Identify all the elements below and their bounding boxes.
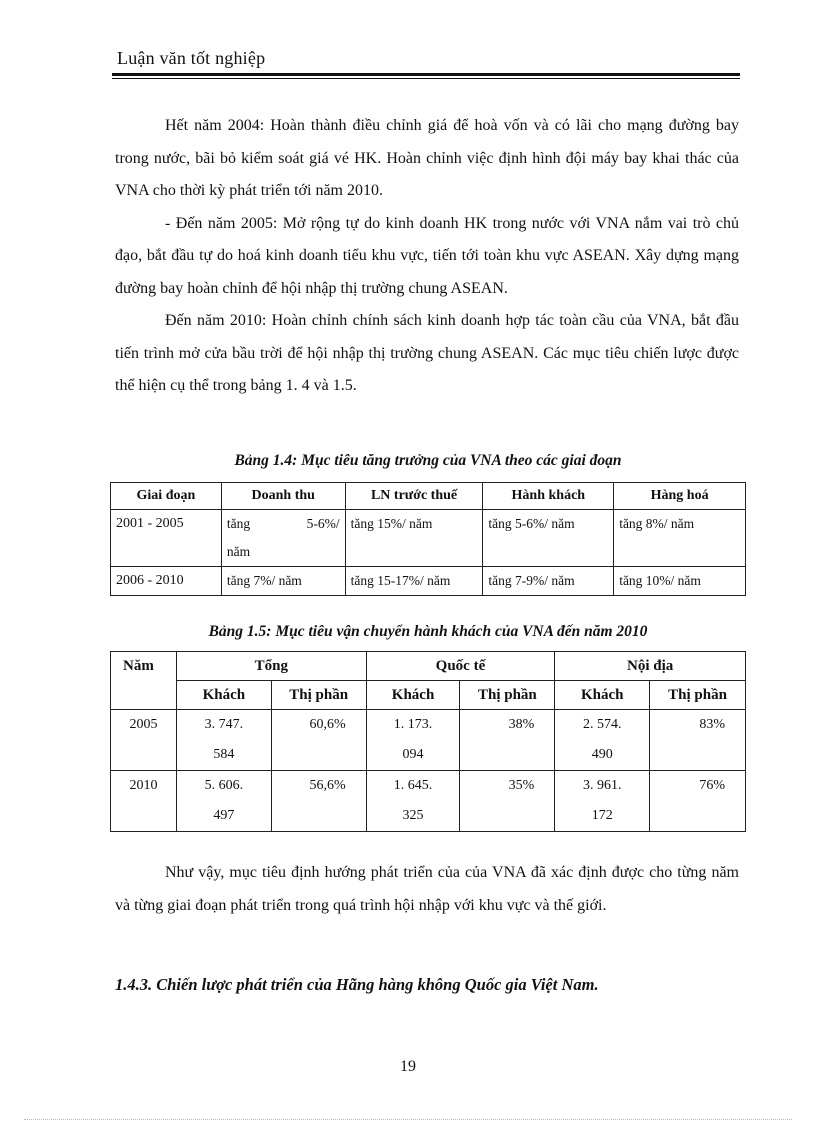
page-header-title: Luận văn tốt nghiệp: [117, 48, 266, 68]
table-subheader-row: [111, 681, 746, 710]
table-row: [111, 510, 746, 567]
paragraph: - Đến năm 2005: Mở rộng tự do kinh doanh HK trong nước với VNA nắm vai trò chủ đạo, bắt đầu tự do hoá kinh doanh tiểu khu vực, tiến tới toàn khu vực ASEAN. Xây dựng mạng đường bay hoàn chỉnh để hội nhập thị trường chung ASEAN.: [115, 214, 739, 297]
table-header-cell: Khách: [176, 681, 271, 710]
cell-text: 094: [402, 747, 424, 762]
table-cell: 60,6%: [271, 710, 366, 771]
table-cell: 2005: [111, 710, 177, 771]
table-cell: tăng 7-9%/ năm: [483, 567, 614, 596]
table-row: [111, 567, 746, 596]
table-header-cell: Nội địa: [555, 652, 746, 681]
table-cell: 76%: [650, 771, 746, 832]
table-cell: 2010: [111, 771, 177, 832]
cell-text: 5. 606.: [204, 778, 244, 793]
cell-text: 172: [591, 808, 613, 823]
table-cell: tăng 15%/ năm: [345, 510, 483, 567]
paragraph: Hết năm 2004: Hoàn thành điều chỉnh giá để hoà vốn và có lãi cho mạng đường bay trong nước, bãi bỏ kiểm soát giá vé HK. Hoàn chỉnh việc định hình đội máy bay khai thác của VNA cho thời kỳ phát triển tới năm 2010.: [115, 117, 739, 199]
table-cell: [555, 771, 650, 832]
paragraph: Đến năm 2010: Hoàn chỉnh chính sách kinh doanh hợp tác toàn cầu của VNA, bắt đầu tiến trình mở cửa bầu trời để hội nhập thị trường chung ASEAN. Các mục tiêu chiến lược được thể hiện cụ thể trong bảng 1. 4 và 1.5.: [115, 312, 739, 394]
table-header-cell: Quốc tế: [366, 652, 555, 681]
footer-dotted-line: [24, 1119, 792, 1120]
header-rule-thin: [112, 78, 740, 79]
table-cell: [221, 510, 345, 567]
table-1-4-caption: Bảng 1.4: Mục tiêu tăng trưởng của VNA theo các giai đoạn: [234, 452, 622, 469]
cell-text: 5-6%/: [306, 516, 340, 531]
page-number: 19: [400, 1058, 416, 1075]
cell-text: 1. 645.: [393, 778, 433, 793]
table-header-cell: Thị phần: [460, 681, 555, 710]
table-header-row: [111, 483, 746, 510]
table-cell: tăng 8%/ năm: [614, 510, 746, 567]
table-row: [111, 771, 746, 832]
table-cell: 56,6%: [271, 771, 366, 832]
cell-text: 3. 961.: [582, 778, 622, 793]
table-cell: 38%: [460, 710, 555, 771]
table-cell: [176, 771, 271, 832]
cell-text: 2. 574.: [582, 717, 622, 732]
table-header-cell: LN trước thuế: [345, 483, 483, 510]
table-header-cell: Năm: [111, 652, 177, 710]
table-header-cell: Thị phần: [650, 681, 746, 710]
table-cell: [366, 771, 460, 832]
table-1-5-caption: Bảng 1.5: Mục tiêu vận chuyển hành khách của VNA đến năm 2010: [208, 623, 648, 640]
table-cell: [366, 710, 460, 771]
cell-text: tăng: [226, 516, 251, 531]
table-cell: tăng 5-6%/ năm: [483, 510, 614, 567]
table-row: [111, 710, 746, 771]
paragraph: Như vậy, mục tiêu định hướng phát triển của của VNA đã xác định được cho từng năm và từng giai đoạn phát triển trong quá trình hội nhập với khu vực và thế giới.: [115, 864, 739, 914]
cell-text: năm: [226, 544, 251, 559]
body-text-bottom: [115, 857, 739, 922]
table-cell: 2006 - 2010: [111, 567, 222, 596]
table-1-4: [110, 482, 746, 596]
table-cell: tăng 15-17%/ năm: [345, 567, 483, 596]
table-cell: [176, 710, 271, 771]
table-header-cell: Khách: [366, 681, 460, 710]
table-cell: tăng 10%/ năm: [614, 567, 746, 596]
cell-text: 490: [591, 747, 613, 762]
cell-text: 584: [213, 747, 235, 762]
table-header-cell: Giai đoạn: [111, 483, 222, 510]
cell-text: 497: [213, 808, 235, 823]
table-cell: tăng 7%/ năm: [221, 567, 345, 596]
table-header-cell: Khách: [555, 681, 650, 710]
table-header-cell: Hành khách: [483, 483, 614, 510]
header-rule-thick: [112, 73, 740, 76]
body-text-top: [115, 110, 739, 403]
table-cell: 2001 - 2005: [111, 510, 222, 567]
table-1-5: [110, 651, 746, 832]
cell-text: 325: [402, 808, 424, 823]
table-header-cell: Tổng: [176, 652, 366, 681]
cell-text: 3. 747.: [204, 717, 244, 732]
table-cell: 35%: [460, 771, 555, 832]
table-cell: 83%: [650, 710, 746, 771]
table-header-cell: Doanh thu: [221, 483, 345, 510]
table-header-cell: Hàng hoá: [614, 483, 746, 510]
table-header-cell: Thị phần: [271, 681, 366, 710]
table-cell: [555, 710, 650, 771]
table-header-row: [111, 652, 746, 681]
cell-text: 1. 173.: [393, 717, 433, 732]
section-heading: 1.4.3. Chiến lược phát triển của Hãng hàng không Quốc gia Việt Nam.: [115, 975, 599, 994]
